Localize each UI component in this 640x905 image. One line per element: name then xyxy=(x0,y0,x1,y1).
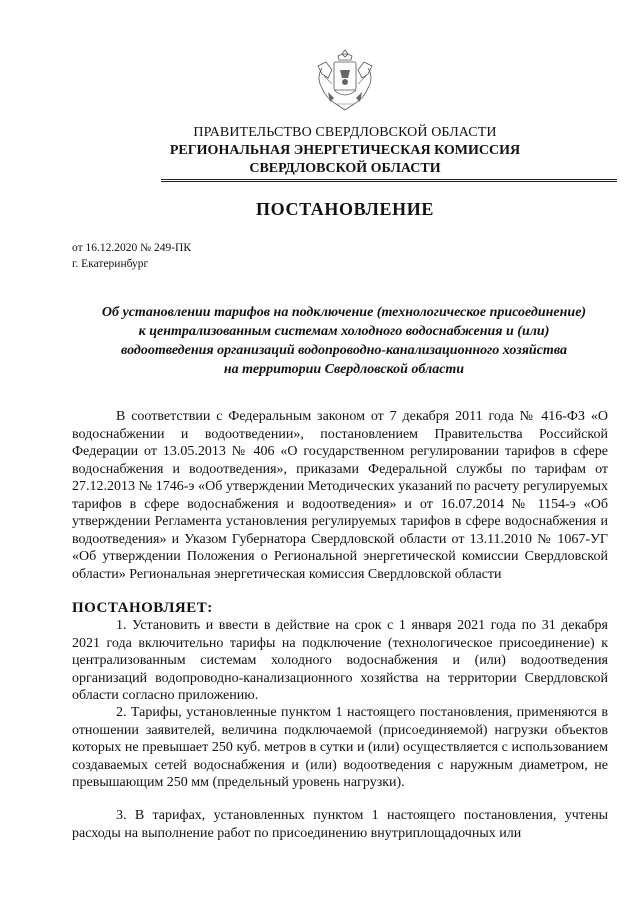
clause-3-text: 3. В тарифах, установленных пунктом 1 настоящего постановления, учтены расходы на выполнение работ по присоединению внутриплощадочных или xyxy=(72,808,608,841)
header-rule-bottom xyxy=(161,181,617,182)
subject-line: водоотведения организаций водопроводно-канализационного хозяйства xyxy=(121,343,567,358)
subject-line: на территории Свердловской области xyxy=(223,362,465,377)
clause-2 xyxy=(72,704,608,792)
header-rule-top xyxy=(161,179,617,180)
document-title: ПОСТАНОВЛЕНИЕ xyxy=(256,199,434,219)
clause-1 xyxy=(72,617,608,705)
preamble-paragraph xyxy=(72,408,608,583)
document-date-number: от 16.12.2020 № 249-ПК xyxy=(72,242,192,254)
document-subject xyxy=(70,303,618,379)
document-city: г. Екатеринбург xyxy=(72,258,149,270)
clause-1-text: 1. Установить и ввести в действие на срок с 1 января 2021 года по 31 декабря 2021 года включительно тарифы на подключение (технологическое присоединение) к централизованным системам холодного водоснабжения и (или) водоотведения организаций водопроводно-канализационного хозяйства на территории Свердловской области согласно приложению. xyxy=(72,618,608,703)
commission-region: СВЕРДЛОВСКОЙ ОБЛАСТИ xyxy=(249,161,441,176)
subject-line: Об установлении тарифов на подключение (технологическое присоединение) xyxy=(101,305,587,320)
clause-3 xyxy=(72,807,608,842)
government-name: ПРАВИТЕЛЬСТВО СВЕРДЛОВСКОЙ ОБЛАСТИ xyxy=(193,125,497,140)
clause-2-text: 2. Тарифы, установленные пунктом 1 настоящего постановления, применяются в отношении заявителей, величина подключаемой (присоединяемой) нагрузки объектов которых не превышает 250 куб. метров в сутки и (или) осуществляется с использованием создаваемых сетей водоснабжения и (или) водоотведения с наружным диаметром, не превышающим 250 мм (предельный уровень нагрузки). xyxy=(72,705,608,790)
decree-heading: ПОСТАНОВЛЯЕТ: xyxy=(72,600,213,616)
subject-line: к централизованным системам холодного водоснабжения и (или) xyxy=(138,324,550,339)
preamble-text: В соответствии с Федеральным законом от 7 декабря 2011 года № 416-ФЗ «О водоснабжении и водоотведении», постановлением Правительства Российской Федерации от 13.05.2013 № 406 «О государственном регулировании тарифов в сфере водоснабжения и водоотведения», приказами Федеральной службы по тарифам от 27.12.2013 № 1746-э «Об утверждении Методических указаний по расчету регулируемых тарифов в сфере водоснабжения и водоотведения» и от 16.07.2014 № 1154-э «Об утверждении Регламента установления регулируемых тарифов в сфере водоснабжения и водоотведения» и Указом Губернатора Свердловской области от 13.11.2010 № 1067-УГ «Об утверждении Положения о Региональной энергетической комиссии Свердловской области» Региональная энергетическая комиссия Свердловской области xyxy=(72,409,608,582)
coat-of-arms-emblem xyxy=(314,48,376,112)
commission-name: РЕГИОНАЛЬНАЯ ЭНЕРГЕТИЧЕСКАЯ КОМИССИЯ xyxy=(169,143,521,158)
